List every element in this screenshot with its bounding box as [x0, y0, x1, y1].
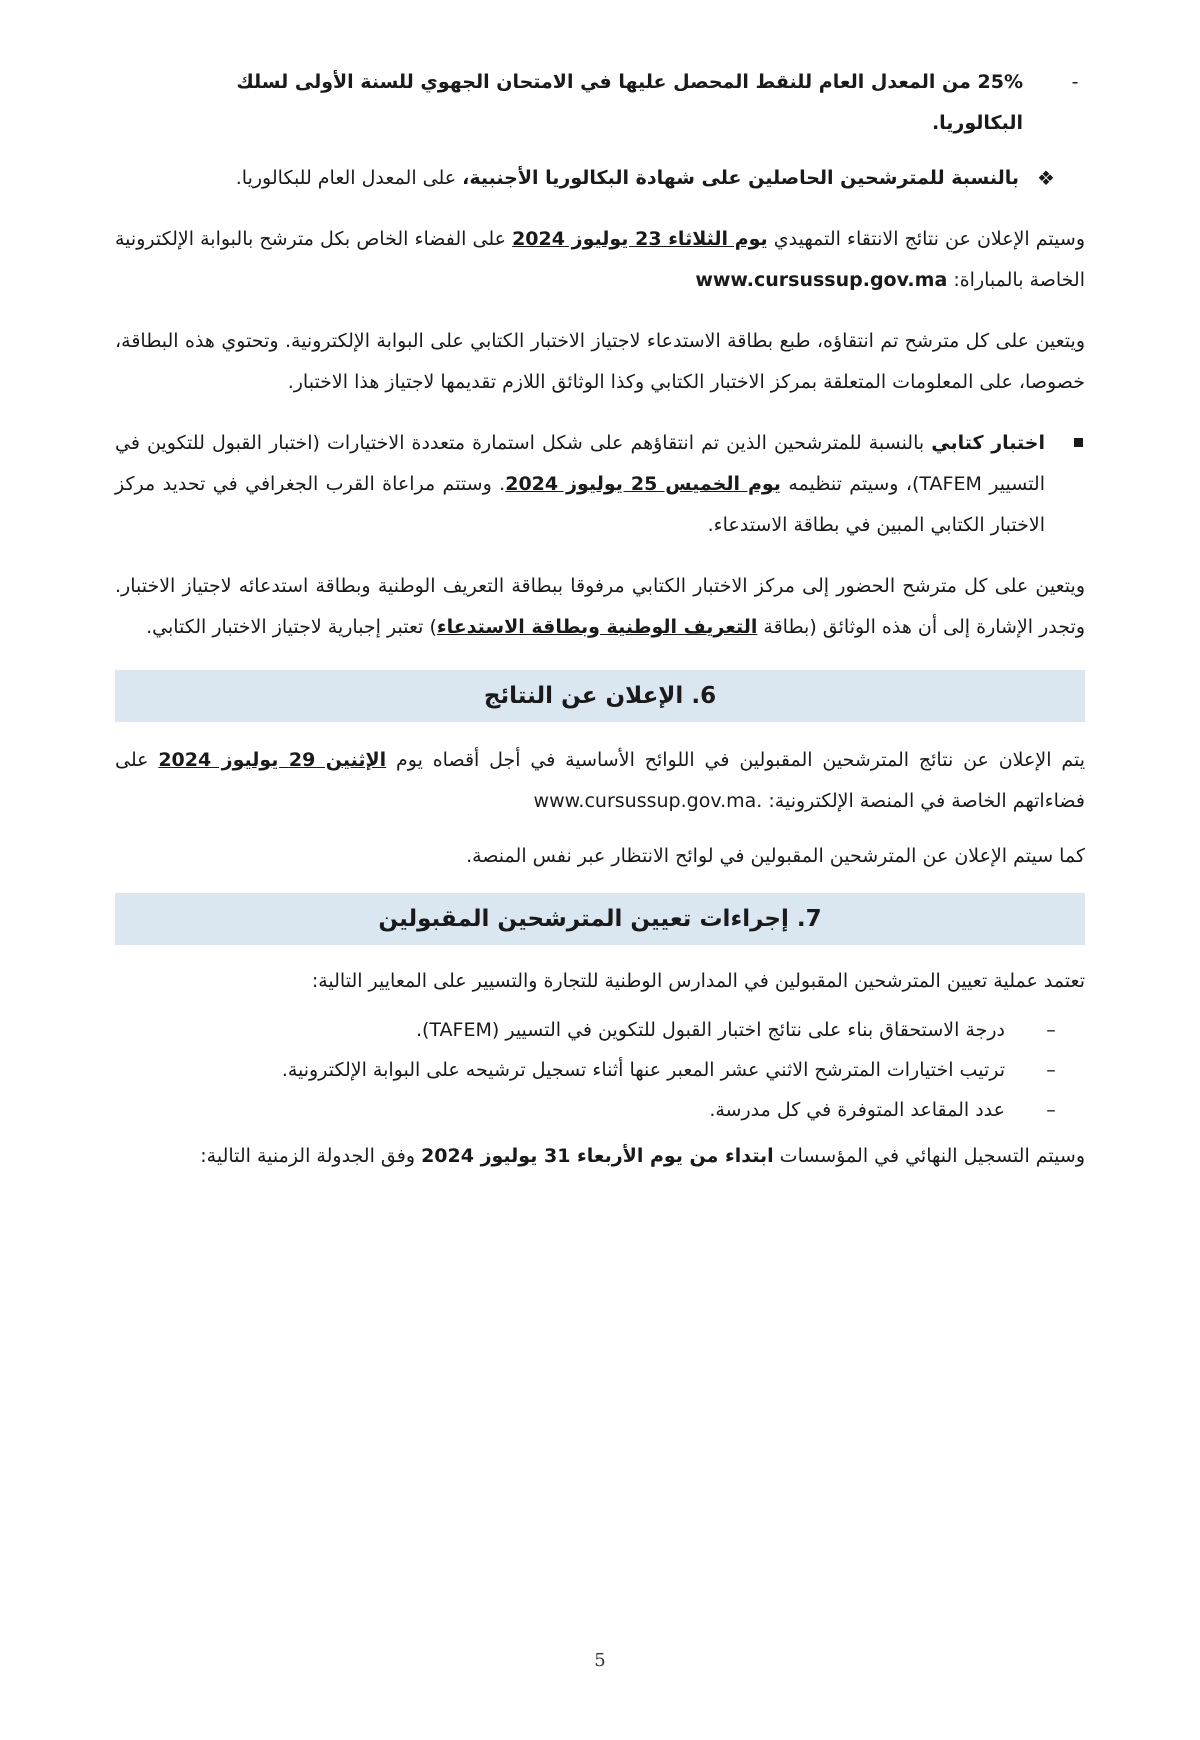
- preselection-text-b: على الفضاء الخاص بكل مترشح بالبوابة الإلكترونية الخاصة بالمباراة:: [115, 228, 1085, 291]
- list-item: [115, 1050, 1056, 1090]
- waiting-list-paragraph: كما سيتم الإعلان عن المترشحين المقبولين في لوائح الانتظار عبر نفس المنصة.: [466, 845, 1085, 867]
- results-text-b: على فضاءاتهم الخاصة في المنصة الإلكترونية:: [115, 749, 1085, 812]
- written-exam-label: اختبار كتابي: [931, 432, 1045, 454]
- dash-marker: –: [1046, 1059, 1056, 1081]
- results-text-a: يتم الإعلان عن نتائج المترشحين المقبولين في اللوائح الأساسية في أجل أقصاه يوم: [386, 749, 1085, 771]
- preselection-text-a: وسيتم الإعلان عن نتائج الانتقاء التمهيدي: [767, 228, 1085, 250]
- final-text-b: وفق الجدولة الزمنية التالية:: [200, 1145, 422, 1167]
- required-documents: التعريف الوطنية وبطاقة الاستدعاء: [436, 616, 758, 638]
- written-exam-date: يوم الخميس 25 يوليوز 2024: [505, 473, 781, 495]
- dash-marker: –: [1046, 1099, 1056, 1121]
- criterion-regional-exam: [115, 62, 1079, 144]
- preselection-date: يوم الثلاثاء 23 يوليوز 2024: [512, 228, 768, 250]
- written-exam-item: [115, 423, 1085, 546]
- documents-text-b: ) تعتبر إجبارية لاجتياز الاختبار الكتابي.: [146, 616, 437, 638]
- criterion-foreign-bac: [115, 158, 1059, 199]
- criterion-text: درجة الاستحقاق بناء على نتائج اختبار القبول للتكوين في التسيير (TAFEM).: [415, 1019, 1005, 1041]
- foreign-bac-label: بالنسبة للمترشحين الحاصلين على شهادة البكالوريا الأجنبية،: [462, 167, 1019, 189]
- assignment-intro: تعتمد عملية تعيين المترشحين المقبولين في المدارس الوطنية للتجارة والتسيير على المعايير التالية:: [311, 970, 1085, 992]
- written-exam-text-b: . وستتم مراعاة القرب الجغرافي في تحديد مركز الاختبار الكتابي المبين في بطاقة الاستدعاء.: [115, 473, 1045, 536]
- documents-text-a: ويتعين على كل مترشح الحضور إلى مركز الاختبار الكتابي مرفوقا ببطاقة التعريف الوطنية وبطاقة استدعائه لاجتياز الاختبار. وتجدر الإشارة إلى أن هذه الوثائق (بطاقة: [115, 575, 1085, 638]
- criterion-text: عدد المقاعد المتوفرة في كل مدرسة.: [709, 1099, 1005, 1121]
- final-registration-paragraph: [115, 1136, 1085, 1177]
- required-documents-paragraph: [115, 566, 1085, 648]
- criteria-top: [115, 62, 1085, 199]
- portal-url[interactable]: www.cursussup.gov.ma: [695, 269, 948, 291]
- convocation-paragraph: ويتعين على كل مترشح تم انتقاؤه، طبع بطاقة الاستدعاء لاجتياز الاختبار الكتابي على البوابة الإلكترونية. وتحتوي هذه البطاقة، خصوصا، على المعلومات المتعلقة بمركز الاختبار الكتابي وكذا الوثائق اللازم تقديمها لاجتياز هذا الاختبار.: [115, 330, 1085, 393]
- dash-marker: -: [1071, 71, 1079, 93]
- final-registration-date: ابتداء من يوم الأربعاء 31 يوليوز 2024: [421, 1145, 774, 1167]
- preselection-announcement: [115, 219, 1085, 301]
- document-page: [115, 62, 1085, 1177]
- section-6-heading: 6. الإعلان عن النتائج: [115, 670, 1085, 722]
- results-portal-url[interactable]: www.cursussup.gov.ma.: [533, 790, 763, 812]
- foreign-bac-rest: على المعدل العام للبكالوريا.: [235, 167, 463, 189]
- results-date: الإثنين 29 يوليوز 2024: [158, 749, 387, 771]
- page-number: 5: [594, 1650, 606, 1671]
- section-7-heading: 7. إجراءات تعيين المترشحين المقبولين: [115, 893, 1085, 945]
- list-item: [115, 1090, 1056, 1130]
- list-item: [115, 1010, 1056, 1050]
- assignment-criteria-list: [115, 1010, 1085, 1130]
- diamond-bullet-icon: ❖: [1037, 166, 1055, 190]
- written-exam-text-a: بالنسبة للمترشحين الذين تم انتقاؤهم على شكل استمارة متعددة الاختيارات (اختبار القبول للتكوين في التسيير TAFEM)، وسيتم تنظيمه: [115, 432, 1045, 495]
- criterion-text: ترتيب اختيارات المترشح الاثني عشر المعبر عنها أثناء تسجيل ترشيحه على البوابة الإلكترونية.: [281, 1059, 1005, 1081]
- final-text-a: وسيتم التسجيل النهائي في المؤسسات: [773, 1145, 1085, 1167]
- results-announcement: [115, 740, 1085, 822]
- criterion-regional-text: 25% من المعدل العام للنقط المحصل عليها في الامتحان الجهوي للسنة الأولى لسلك: [236, 71, 1023, 93]
- criterion-regional-cont: البكالوريا.: [931, 112, 1023, 134]
- dash-marker: –: [1046, 1019, 1056, 1041]
- square-bullet-icon: [1074, 438, 1083, 447]
